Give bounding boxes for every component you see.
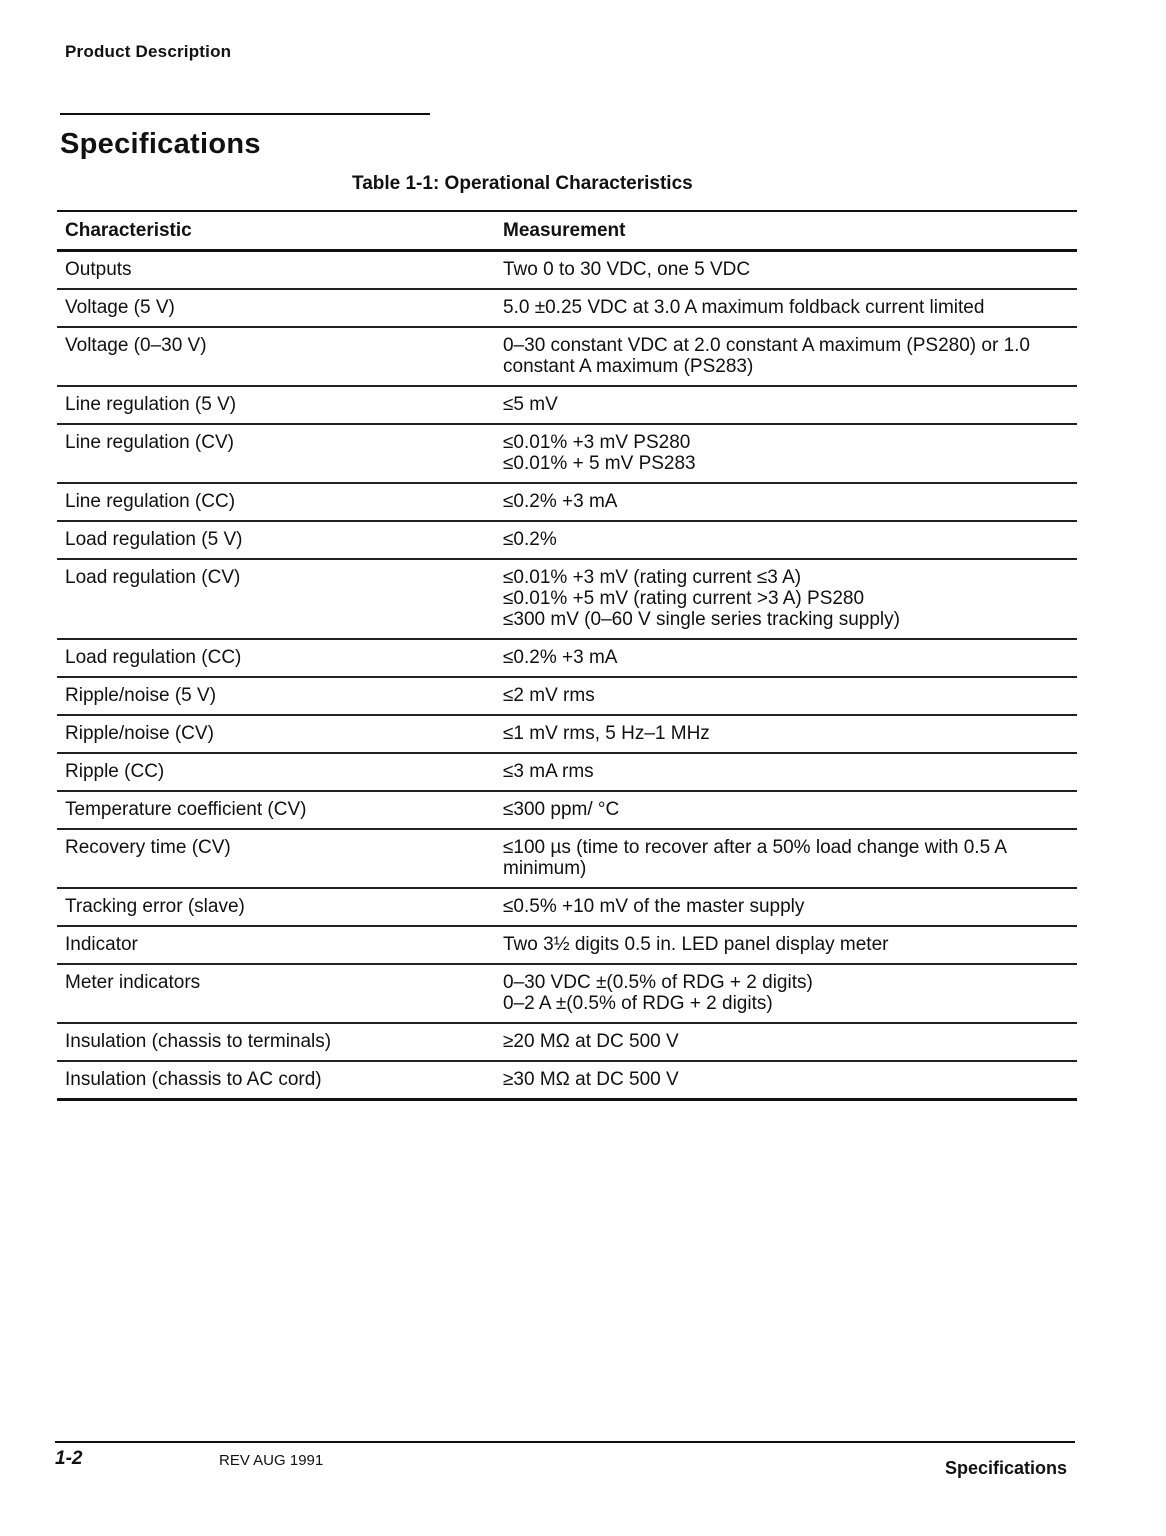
table-row <box>57 559 1077 639</box>
table-row <box>57 639 1077 677</box>
table-row <box>57 289 1077 327</box>
characteristic-cell: Meter indicators <box>57 964 495 1023</box>
table-row <box>57 521 1077 559</box>
measurement-line: ≤0.2% +3 mA <box>503 647 618 668</box>
column-header-measurement: Measurement <box>495 211 1077 251</box>
measurement-cell <box>495 964 1077 1023</box>
measurement-cell <box>495 327 1077 386</box>
characteristic-cell: Line regulation (5 V) <box>57 386 495 424</box>
revision-date: REV AUG 1991 <box>219 1452 324 1469</box>
measurement-cell <box>495 926 1077 964</box>
measurement-line: ≤0.5% +10 mV of the master supply <box>503 896 805 917</box>
characteristic-cell: Outputs <box>57 251 495 290</box>
measurement-line: Two 3½ digits 0.5 in. LED panel display meter <box>503 934 889 955</box>
measurement-line: ≤2 mV rms <box>503 685 595 706</box>
measurement-cell <box>495 424 1077 483</box>
characteristic-cell: Tracking error (slave) <box>57 888 495 926</box>
table-body <box>57 251 1077 1100</box>
characteristic-cell: Ripple/noise (CV) <box>57 715 495 753</box>
characteristic-cell: Load regulation (5 V) <box>57 521 495 559</box>
table-row <box>57 926 1077 964</box>
section-title: Specifications <box>60 128 261 160</box>
characteristic-cell: Voltage (5 V) <box>57 289 495 327</box>
characteristic-cell: Temperature coefficient (CV) <box>57 791 495 829</box>
characteristic-cell: Ripple (CC) <box>57 753 495 791</box>
table-row <box>57 715 1077 753</box>
characteristic-cell: Line regulation (CV) <box>57 424 495 483</box>
measurement-cell <box>495 829 1077 888</box>
measurement-cell <box>495 483 1077 521</box>
measurement-line: ≤3 mA rms <box>503 761 594 782</box>
running-header: Product Description <box>65 42 232 61</box>
table-row <box>57 677 1077 715</box>
measurement-cell <box>495 753 1077 791</box>
measurement-line: ≤5 mV <box>503 394 558 415</box>
page-number: 1-2 <box>55 1448 83 1469</box>
measurement-line: ≥30 MΩ at DC 500 V <box>503 1069 679 1090</box>
table-row <box>57 829 1077 888</box>
measurement-line: 0–30 constant VDC at 2.0 constant A maximum (PS280) or 1.0 constant A maximum (PS283) <box>503 335 1030 377</box>
characteristic-cell: Load regulation (CV) <box>57 559 495 639</box>
title-rule <box>60 113 430 115</box>
characteristic-cell: Load regulation (CC) <box>57 639 495 677</box>
measurement-line: ≤1 mV rms, 5 Hz–1 MHz <box>503 723 710 744</box>
measurement-cell <box>495 521 1077 559</box>
table-row <box>57 964 1077 1023</box>
characteristic-cell: Ripple/noise (5 V) <box>57 677 495 715</box>
table-row <box>57 1023 1077 1061</box>
measurement-cell <box>495 888 1077 926</box>
footer-rule <box>55 1441 1075 1443</box>
measurement-cell <box>495 677 1077 715</box>
measurement-line: 0–30 VDC ±(0.5% of RDG + 2 digits) <box>503 972 813 993</box>
measurement-cell <box>495 1061 1077 1100</box>
table-row <box>57 251 1077 290</box>
characteristic-cell: Line regulation (CC) <box>57 483 495 521</box>
measurement-line: ≤0.2% +3 mA <box>503 491 618 512</box>
measurement-cell <box>495 791 1077 829</box>
measurement-line: ≤0.01% +3 mV (rating current ≤3 A) <box>503 567 802 588</box>
measurement-line: ≤0.01% + 5 mV PS283 <box>503 453 696 474</box>
measurement-cell <box>495 386 1077 424</box>
characteristic-cell: Indicator <box>57 926 495 964</box>
measurement-line: ≥20 MΩ at DC 500 V <box>503 1031 679 1052</box>
measurement-line: ≤300 ppm/ °C <box>503 799 620 820</box>
characteristic-cell: Recovery time (CV) <box>57 829 495 888</box>
table-row <box>57 1061 1077 1100</box>
measurement-line: ≤0.01% +5 mV (rating current >3 A) PS280 <box>503 588 865 609</box>
measurement-cell <box>495 289 1077 327</box>
table-caption: Table 1-1: Operational Characteristics <box>352 173 693 194</box>
table-row <box>57 327 1077 386</box>
table-row <box>57 483 1077 521</box>
table-header-row <box>57 211 1077 251</box>
measurement-cell <box>495 251 1077 290</box>
column-header-characteristic: Characteristic <box>57 211 495 251</box>
characteristic-cell: Insulation (chassis to terminals) <box>57 1023 495 1061</box>
measurement-cell <box>495 1023 1077 1061</box>
table-row <box>57 386 1077 424</box>
measurement-line: ≤100 µs (time to recover after a 50% load change with 0.5 A minimum) <box>503 837 1006 879</box>
measurement-cell <box>495 715 1077 753</box>
measurement-line: 5.0 ±0.25 VDC at 3.0 A maximum foldback current limited <box>503 297 985 318</box>
specifications-table <box>57 210 1077 1101</box>
measurement-cell <box>495 559 1077 639</box>
table-row <box>57 791 1077 829</box>
table-row <box>57 753 1077 791</box>
table-row <box>57 424 1077 483</box>
measurement-line: Two 0 to 30 VDC, one 5 VDC <box>503 259 751 280</box>
footer-section-name: Specifications <box>944 1458 1067 1478</box>
measurement-cell <box>495 639 1077 677</box>
characteristic-cell: Voltage (0–30 V) <box>57 327 495 386</box>
measurement-line: ≤300 mV (0–60 V single series tracking supply) <box>503 609 900 630</box>
characteristic-cell: Insulation (chassis to AC cord) <box>57 1061 495 1100</box>
measurement-line: ≤0.01% +3 mV PS280 <box>503 432 691 453</box>
measurement-line: ≤0.2% <box>503 529 557 550</box>
table-row <box>57 888 1077 926</box>
measurement-line: 0–2 A ±(0.5% of RDG + 2 digits) <box>503 993 773 1014</box>
